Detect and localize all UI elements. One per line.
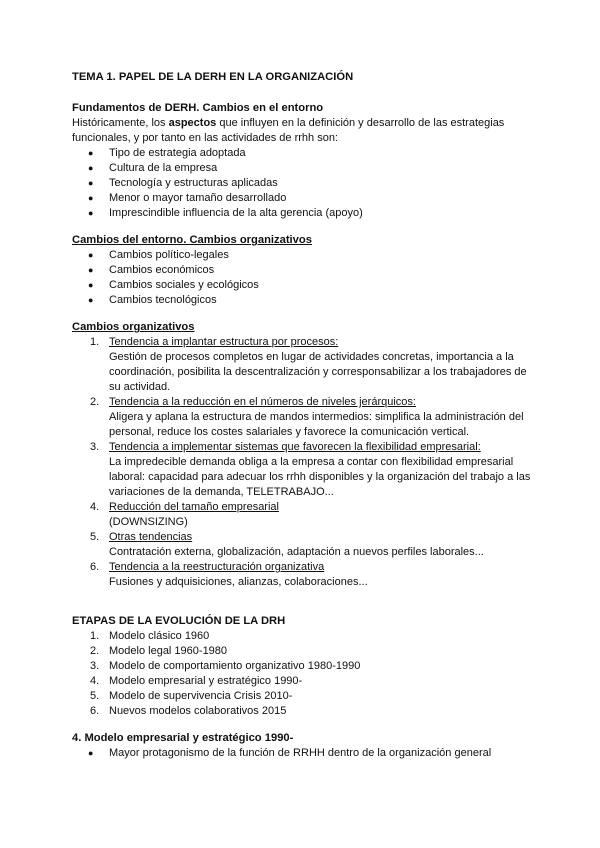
intro-line-2: funcionales, y por tanto en las actividades de rrhh son: [72,132,338,144]
item-number: 4. [90,675,100,687]
list-item-text: Imprescindible influencia de la alta gerencia (apoyo) [109,207,363,219]
item-number: 3. [90,660,100,672]
list-item-text: Cambios tecnológicos [109,294,217,306]
item-description: Contratación externa, globalización, adaptación a nuevos perfiles laborales... [109,546,484,558]
item-description: (DOWNSIZING) [109,516,188,528]
list-item [72,248,532,263]
list-item-text: Tipo de estrategia adoptada [109,147,246,159]
item-number: 3. [90,441,100,453]
bullet-icon: ● [88,193,94,203]
item-number: 5. [90,690,100,702]
list-item [72,278,532,293]
list-item-text: Menor o mayor tamaño desarrollado [109,192,287,204]
list-item [72,176,532,191]
item-number: 1. [90,336,100,348]
bullet-icon: ● [88,250,94,260]
numbered-item [72,530,532,560]
intro-bold-word: aspectos [168,117,217,129]
bullet-icon: ● [88,265,94,275]
section-heading-etapas: ETAPAS DE LA EVOLUCIÓN DE LA DRH [72,615,286,627]
section-heading-fundamentos: Fundamentos de DERH. Cambios en el entorno [72,102,324,114]
bullet-icon: ● [88,178,94,188]
list-item-text: Cambios sociales y ecológicos [109,279,259,291]
intro-line-1 [72,116,532,131]
cambios-entorno-bullets [72,248,532,308]
item-title: Tendencia a implantar estructura por procesos: [109,336,339,348]
item-title: Tendencia a la reducción en el números de niveles jerárquicos: [109,396,416,408]
list-item [72,263,532,278]
bullet-icon: ● [88,280,94,290]
item-description: Fusiones y adquisiciones, alianzas, colaboraciones... [109,576,368,588]
bullet-icon: ● [88,295,94,305]
list-item [72,293,532,308]
fundamentos-intro [72,116,532,146]
section-heading-modelo-4: 4. Modelo empresarial y estratégico 1990- [72,732,294,744]
item-title: Reducción del tamaño empresarial [109,501,279,513]
page-title: TEMA 1. PAPEL DE LA DERH EN LA ORGANIZACIÓN [72,71,354,83]
item-description: Gestión de procesos completos en lugar de actividades concretas, importancia a la coordinación, posibilita la descentralización y corresponsabilizar a los trabajadores de su actividad. [109,351,527,393]
numbered-item [72,500,532,530]
numbered-item [72,659,532,674]
numbered-item [72,335,532,395]
list-item [72,161,532,176]
fundamentos-bullets [72,146,532,221]
numbered-item [72,440,532,500]
item-number: 2. [90,645,100,657]
list-item-text: Tecnología y estructuras aplicadas [109,177,278,189]
item-number: 4. [90,501,100,513]
item-description: Aligera y aplana la estructura de mandos intermedios: simplifica la administración del personal, reduce los costes salariales y favorece la comunicación vertical. [109,411,524,438]
etapas-list [72,629,532,719]
item-number: 6. [90,705,100,717]
numbered-item [72,560,532,590]
numbered-item [72,674,532,689]
list-item-text: Mayor protagonismo de la función de RRHH dentro de la organización general [109,747,492,759]
numbered-item [72,644,532,659]
item-text: Modelo de comportamiento organizativo 1980-1990 [109,660,361,672]
bullet-icon: ● [88,163,94,173]
list-item [72,746,532,761]
item-number: 5. [90,531,100,543]
numbered-item [72,395,532,440]
list-item-text: Cambios económicos [109,264,215,276]
bullet-icon: ● [88,748,94,758]
item-number: 1. [90,630,100,642]
section-heading-cambios-organizativos: Cambios organizativos [72,321,195,333]
bullet-icon: ● [88,208,94,218]
intro-text-cont: que influyen en la definición y desarrollo de las estrategias [216,117,505,129]
item-text: Nuevos modelos colaborativos 2015 [109,705,287,717]
item-number: 6. [90,561,100,573]
modelo4-bullets [72,746,532,761]
item-text: Modelo empresarial y estratégico 1990- [109,675,303,687]
cambios-organizativos-list [72,335,532,590]
list-item-text: Cultura de la empresa [109,162,218,174]
item-title: Otras tendencias [109,531,193,543]
list-item-text: Cambios político-legales [109,249,229,261]
numbered-item [72,629,532,644]
numbered-item [72,689,532,704]
bullet-icon: ● [88,148,94,158]
list-item [72,206,532,221]
list-item [72,191,532,206]
item-text: Modelo de supervivencia Crisis 2010- [109,690,293,702]
list-item [72,146,532,161]
numbered-item [72,704,532,719]
item-title: Tendencia a implementar sistemas que favorecen la flexibilidad empresarial: [109,441,481,453]
section-heading-cambios-entorno: Cambios del entorno. Cambios organizativos [72,234,312,246]
item-description: La impredecible demanda obliga a la empresa a contar con flexibilidad empresarial laboral: capacidad para adecuar los rrhh disponibles y la organización del trabajo a las variaciones de la demanda, TELETRABAJO... [109,456,531,498]
item-text: Modelo legal 1960-1980 [109,645,228,657]
item-title: Tendencia a la reestructuración organizativa [109,561,325,573]
item-text: Modelo clásico 1960 [109,630,210,642]
intro-text: Históricamente, los [72,117,169,129]
item-number: 2. [90,396,100,408]
